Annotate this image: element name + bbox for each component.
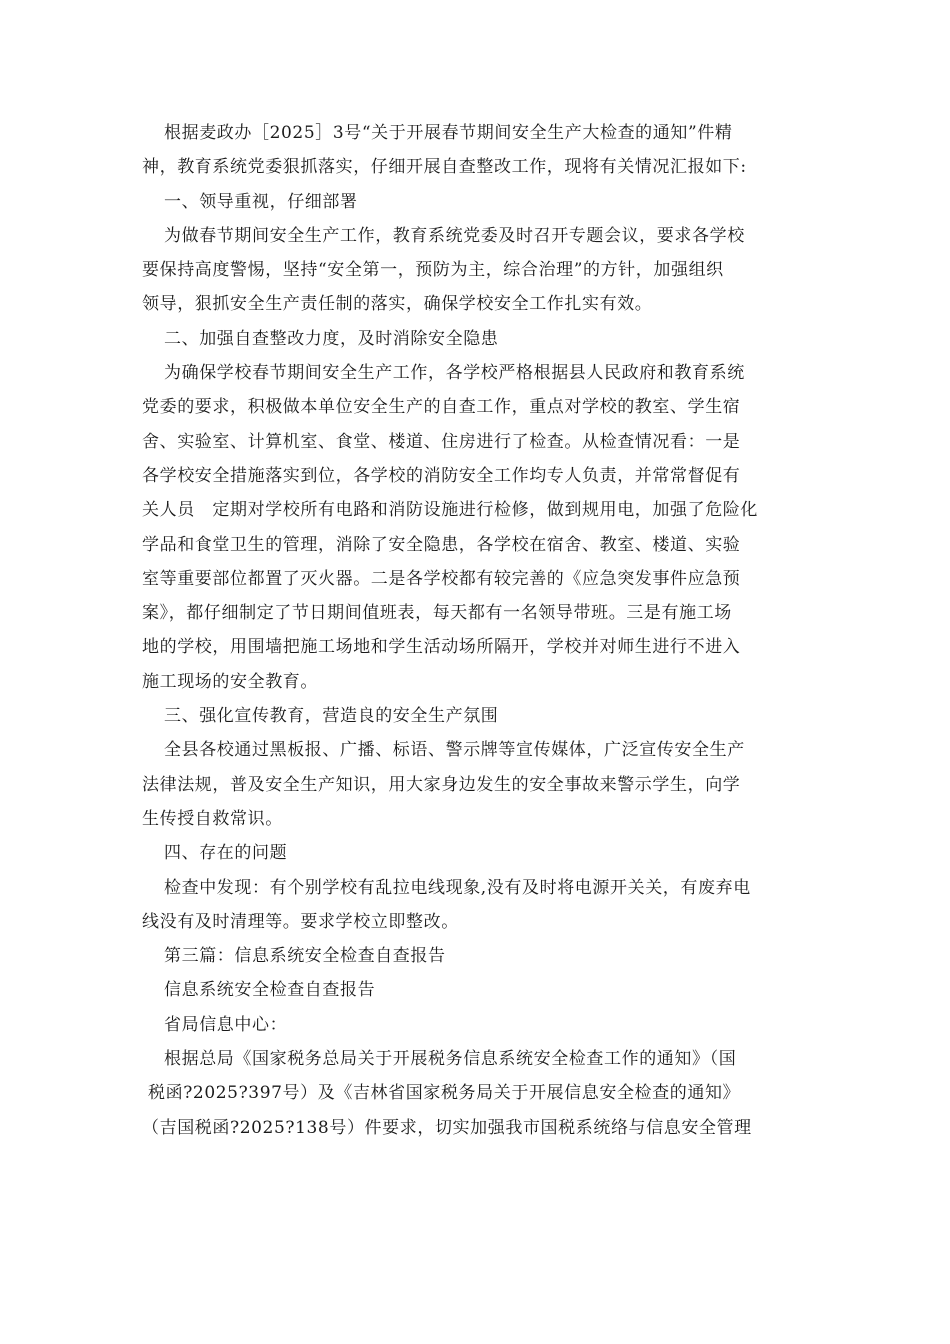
text-line: 检查中发现：有个别学校有乱拉电线现象,没有及时将电源开关关，有废弃电 [164,877,751,898]
section-heading: 四、存在的问题 [164,843,288,864]
section-heading: 三、强化宣传教育，营造良的安全生产氛围 [164,706,499,727]
text-line: 地的学校，用围墙把施工场地和学生活动场所隔开，学校并对师生进行不进入 [142,637,741,658]
text-line: 根据总局《国家税务总局关于开展税务信息系统安全检查工作的通知》（国 [164,1049,737,1070]
text-line: 舍、实验室、计算机室、食堂、楼道、住房进行了检查。从检查情况看：一是 [142,431,741,452]
text-line: 要保持高度警惕，坚持“安全第一，预防为主，综合治理”的方针，加强组织 [142,260,724,281]
text-line: 案》，都仔细制定了节日期间值班表，每天都有一名领导带班。三是有施工场 [142,603,732,624]
text-line: 学品和食堂卫生的管理，消除了安全隐患，各学校在宿舍、教室、楼道、实验 [142,534,741,555]
section-heading: 二、加强自查整改力度，及时消除安全隐患 [164,328,499,349]
text-line: 线没有及时清理等。要求学校立即整改。 [142,911,459,932]
text-line: 各学校安全措施落实到位，各学校的消防安全工作均专人负责，并常常督促有 [142,465,741,486]
text-line: 党委的要求，积极做本单位安全生产的自查工作，重点对学校的教室、学生宿 [142,397,741,418]
text-line: 为确保学校春节期间安全生产工作，各学校严格根据县人民政府和教育系统 [164,363,745,384]
text-line: 税函?2025?397号）及《吉林省国家税务局关于开展信息安全检查的通知》 [148,1083,741,1104]
text-line: 为做春节期间安全生产工作，教育系统党委及时召开专题会议，要求各学校 [164,225,745,246]
document-body [142,116,810,1145]
text-line: 室等重要部位都置了灭火器。二是各学校都有较完善的《应急突发事件应急预 [142,568,741,589]
report-title: 信息系统安全检查自查报告 [164,980,376,1001]
chapter-heading: 第三篇：信息系统安全检查自查报告 [164,946,446,967]
salutation: 省局信息中心： [164,1014,288,1035]
text-line: 全县各校通过黑板报、广播、标语、警示牌等宣传媒体，广泛宣传安全生产 [164,740,745,761]
text-line: 神，教育系统党委狠抓落实，仔细开展自查整改工作，现将有关情况汇报如下: [142,157,747,178]
text-line: 生传授自救常识。 [142,808,283,829]
section-heading: 一、领导重视，仔细部署 [164,191,358,212]
text-line: 领导，狠抓安全生产责任制的落实，确保学校安全工作扎实有效。 [142,294,653,315]
text-line: （吉国税函?2025?138号）件要求，切实加强我市国税系统络与信息安全管理 [142,1117,752,1138]
text-line: 关人员 定期对学校所有电路和消防设施进行检修，做到规用电，加强了危险化 [142,500,758,521]
text-line: 根据麦政办［2025］3号“关于开展春节期间安全生产大检查的通知”件精 [164,123,733,143]
text-line: 施工现场的安全教育。 [142,671,318,692]
text-line: 法律法规，普及安全生产知识，用大家身边发生的安全事故来警示学生，向学 [142,774,741,795]
